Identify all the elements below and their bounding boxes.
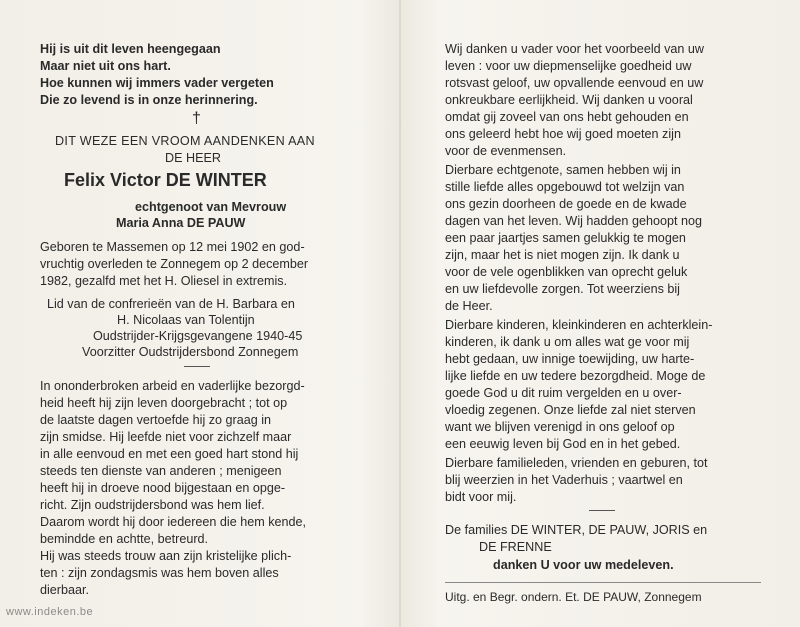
intro-line: DE HEER (165, 151, 221, 165)
member-line: Voorzitter Oudstrijdersbond Zonnegem (82, 345, 299, 359)
families-line: DE FRENNE (479, 540, 552, 554)
text-line: Dierbare kinderen, kleinkinderen en achterklein- (445, 318, 713, 332)
text-line: voor de evenmensen. (445, 144, 567, 158)
text-line: dagen van het leven. Wij hadden gehoopt nog (445, 214, 702, 228)
birth-line: vruchtig overleden te Zonnegem op 2 december (40, 257, 309, 271)
text-line: heeft hij in droeve nood bijgestaan en opge- (40, 481, 286, 495)
cross-icon: † (192, 110, 201, 127)
text-line: richt. Zijn oudstrijdersbond was hem lief. (40, 498, 265, 512)
poem-line: Maar niet uit ons hart. (40, 59, 171, 73)
text-line: Hij was steeds trouw aan zijn kristelijke plich- (40, 549, 292, 563)
text-line: een paar jaartjes samen gelukkig te mogen (445, 231, 686, 245)
poem-line: Die zo levend is in onze herinnering. (40, 93, 258, 107)
text-line: want we blijven verenigd in ons geloof op (445, 420, 675, 434)
text-line: ons geleerd hebt hoe wij goed moeten zijn (445, 127, 681, 141)
text-line: heid heeft hij zijn leven doorgebracht ; tot op (40, 396, 288, 410)
text-line: bemindde en achtte, betreurd. (40, 532, 209, 546)
watermark: www.indeken.be (6, 606, 94, 618)
deceased-name: Felix Victor DE WINTER (64, 170, 267, 190)
poem-line: Hoe kunnen wij immers vader vergeten (40, 76, 274, 90)
footer-rule (445, 582, 761, 583)
intro-line: DIT WEZE EEN VROOM AANDENKEN AAN (55, 134, 315, 148)
member-line: Lid van de confrerieën van de H. Barbara en (47, 297, 295, 311)
text-line: Wij danken u vader voor het voorbeeld van uw (445, 42, 705, 56)
member-line: Oudstrijder-Krijgsgevangene 1940-45 (93, 329, 303, 343)
spouse-line: echtgenoot van Mevrouw (135, 200, 287, 214)
text-line: rotsvast geloof, uw opvallende eenvoud en uw (445, 76, 704, 90)
text-line: omdat gij zoveel van ons hebt gehouden en (445, 110, 689, 124)
text-line: blij weerzien in het Vaderhuis ; vaartwel en (445, 473, 683, 487)
text-line: vloedig zegenen. Onze liefde zal niet sterven (445, 403, 696, 417)
birth-line: 1982, gezalfd met het H. Oliesel in extremis. (40, 274, 288, 288)
text-line: de Heer. (445, 299, 493, 313)
text-line: de laatste dagen vertoefde hij zo graag in (40, 413, 272, 427)
text-line: kinderen, ik dank u om alles wat ge voor mij (445, 335, 690, 349)
spouse-line: Maria Anna DE PAUW (116, 216, 246, 230)
member-line: H. Nicolaas van Tolentijn (117, 313, 255, 327)
text-line: dierbaar. (40, 583, 90, 597)
text-line: bidt voor mij. (445, 490, 517, 504)
text-line: voor de vele ogenblikken van oprecht geluk (445, 265, 688, 279)
text-line: stille liefde alles opgebouwd tot welzijn van (445, 180, 685, 194)
text-line: ons gezin doorheen de goede en de kwade (445, 197, 687, 211)
divider (184, 366, 210, 367)
text-line: in alle eenvoud en met een goed hart stond hij (40, 447, 299, 461)
text-line: Dierbare familieleden, vrienden en geburen, tot (445, 456, 708, 470)
printer-line: Uitg. en Begr. ondern. Et. DE PAUW, Zonnegem (445, 590, 702, 604)
text-line: onkreukbare eerlijkheid. Wij danken u vooral (445, 93, 693, 107)
text-line: zijn, maar het is niet mogen zijn. Ik dank u (445, 248, 680, 262)
text-line: lijke liefde en uw tedere bezorgdheid. Moge de (445, 369, 706, 383)
thanks-line: danken U voor uw medeleven. (493, 558, 674, 572)
text-line: een eeuwig leven bij God en in het gebed. (445, 437, 681, 451)
text-line: leven : voor uw diepmenselijke goedheid uw (445, 59, 692, 73)
text-line: steeds ten dienste van anderen ; menigeen (40, 464, 282, 478)
text-line: In ononderbroken arbeid en vaderlijke bezorgd- (40, 379, 305, 393)
text-line: Daarom wordt hij door iedereen die hem kende, (40, 515, 307, 529)
text-line: zijn smidse. Hij leefde niet voor zichzelf maar (40, 430, 292, 444)
text-line: goede God u dit ruim vergelden en u over- (445, 386, 682, 400)
text-line: hebt gedaan, uw innige toewijding, uw harte- (445, 352, 695, 366)
text-line: Dierbare echtgenote, samen hebben wij in (445, 163, 681, 177)
text-line: ten : zijn zondagsmis was hem boven alles (40, 566, 279, 580)
families-line: De families DE WINTER, DE PAUW, JORIS en (445, 523, 708, 537)
poem-line: Hij is uit dit leven heengegaan (40, 42, 221, 56)
birth-line: Geboren te Massemen op 12 mei 1902 en god- (40, 240, 305, 254)
text-line: en uw liefdevolle zorgen. Tot weerziens bij (445, 282, 680, 296)
divider (589, 510, 615, 511)
card-fold (399, 0, 401, 627)
